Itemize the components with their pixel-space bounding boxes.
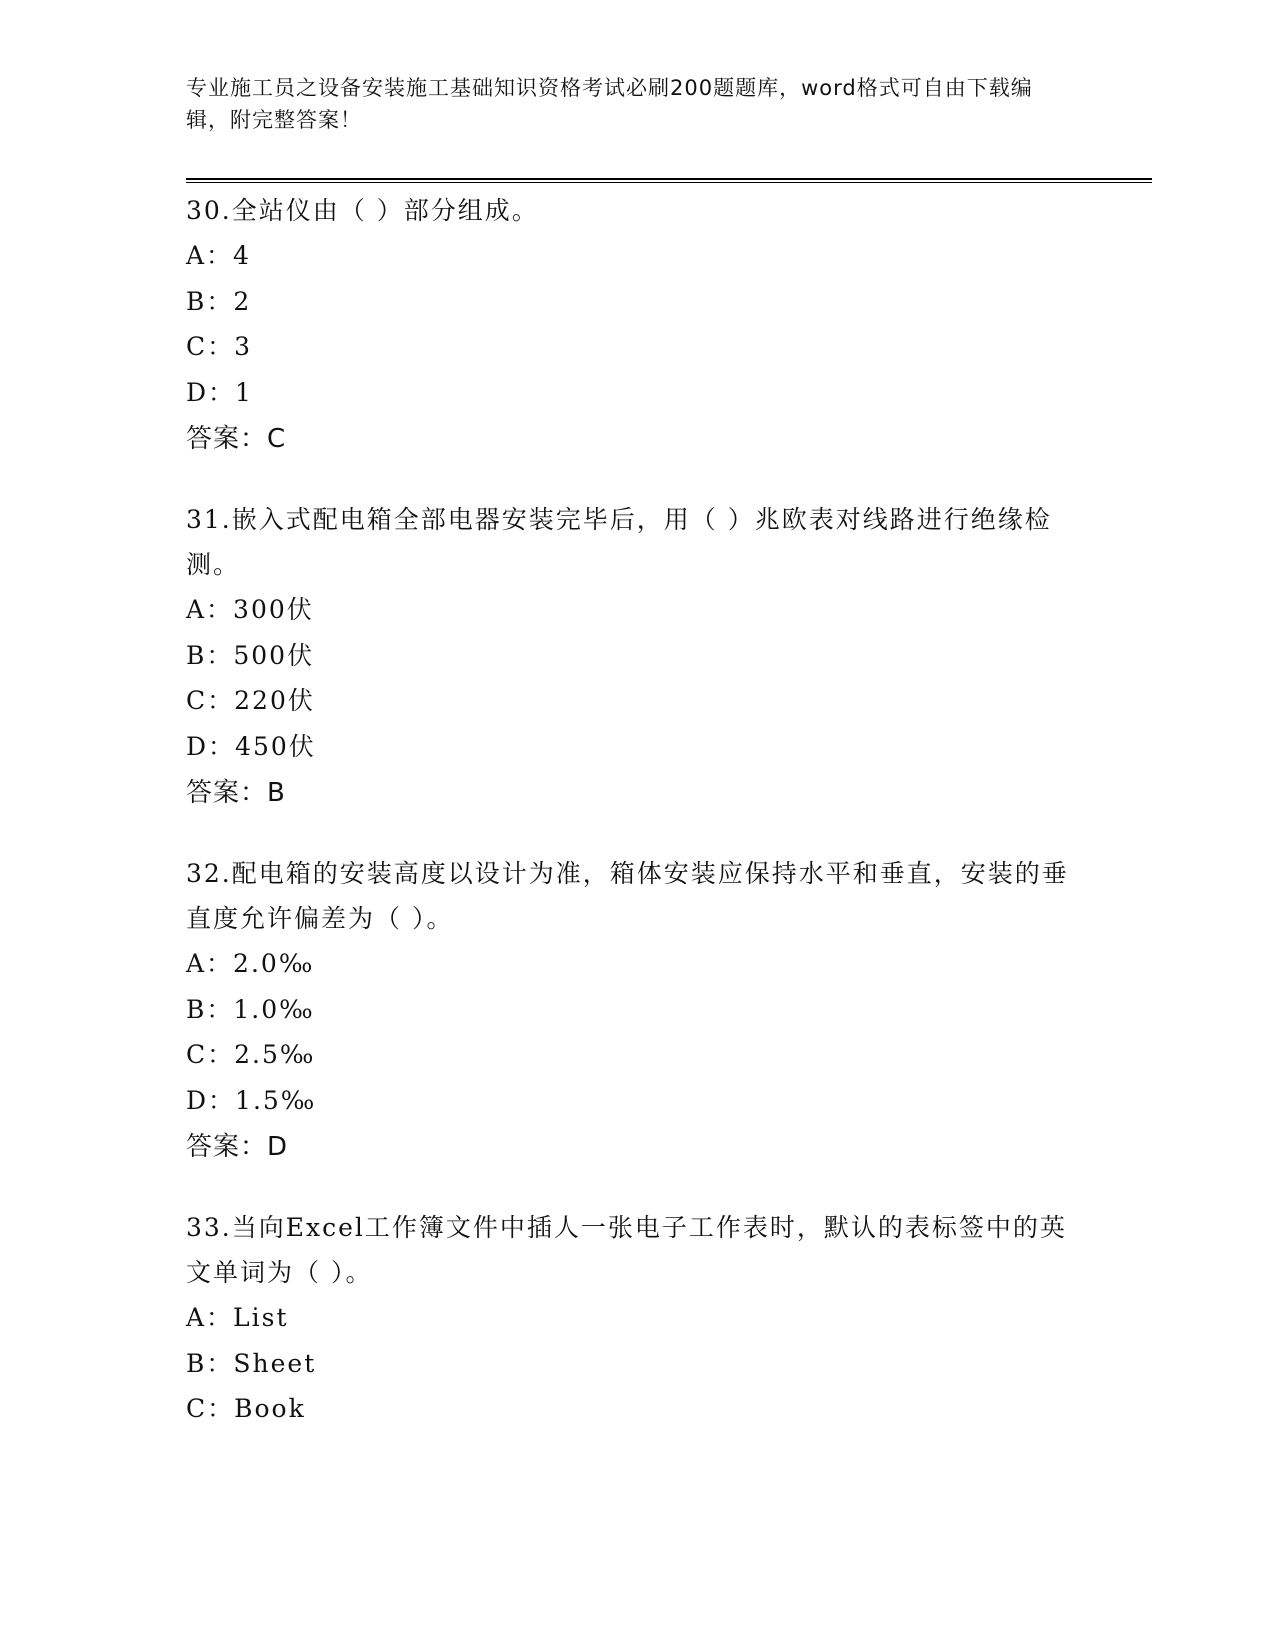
answer-value: D <box>267 1132 289 1162</box>
header-rule-thick <box>186 178 1152 180</box>
answer-line <box>186 415 1086 463</box>
answer-value: C <box>267 424 287 454</box>
answer-value: B <box>267 778 286 808</box>
option-a: A：300伏 <box>186 595 314 624</box>
document-header: 专业施工员之设备安装施工基础知识资格考试必刷200题题库，word格式可自由下载编辑，附完整答案！ <box>186 76 1033 132</box>
option-a: A：List <box>186 1303 289 1332</box>
answer-label: 答案： <box>186 424 268 454</box>
option-c: C：Book <box>186 1394 306 1423</box>
option-c: C：2.5‰ <box>186 1040 316 1069</box>
question-31 <box>186 497 1086 817</box>
answer-line <box>186 769 1086 817</box>
question-list <box>186 188 1086 1466</box>
answer-line <box>186 1123 1086 1171</box>
option-d: D：450伏 <box>186 731 316 761</box>
question-stem: 33.当向Excel工作簿文件中插人一张电子工作表时，默认的表标签中的英文单词为（ ）。 <box>186 1213 1067 1287</box>
question-32 <box>186 851 1086 1171</box>
option-a: A：4 <box>186 241 251 270</box>
question-33 <box>186 1205 1086 1432</box>
header-rule-thin <box>186 182 1152 183</box>
option-c: C：220伏 <box>186 686 315 715</box>
answer-label: 答案： <box>186 778 268 808</box>
option-b: B：Sheet <box>186 1348 317 1378</box>
question-30 <box>186 188 1086 463</box>
question-stem: 32.配电箱的安装高度以设计为准，箱体安装应保持水平和垂直，安装的垂直度允许偏差为（ ）。 <box>186 859 1069 933</box>
option-a: A：2.0‰ <box>186 949 315 978</box>
question-stem: 31.嵌入式配电箱全部电器安装完毕后，用（ ）兆欧表对线路进行绝缘检测。 <box>186 505 1052 579</box>
answer-label: 答案： <box>186 1132 268 1162</box>
question-stem: 30.全站仪由（ ）部分组成。 <box>186 196 539 225</box>
option-d: D：1 <box>186 377 253 407</box>
option-c: C：3 <box>186 332 253 361</box>
option-d: D：1.5‰ <box>186 1085 317 1115</box>
option-b: B：2 <box>186 286 252 316</box>
option-b: B：1.0‰ <box>186 994 315 1024</box>
option-b: B：500伏 <box>186 640 315 670</box>
